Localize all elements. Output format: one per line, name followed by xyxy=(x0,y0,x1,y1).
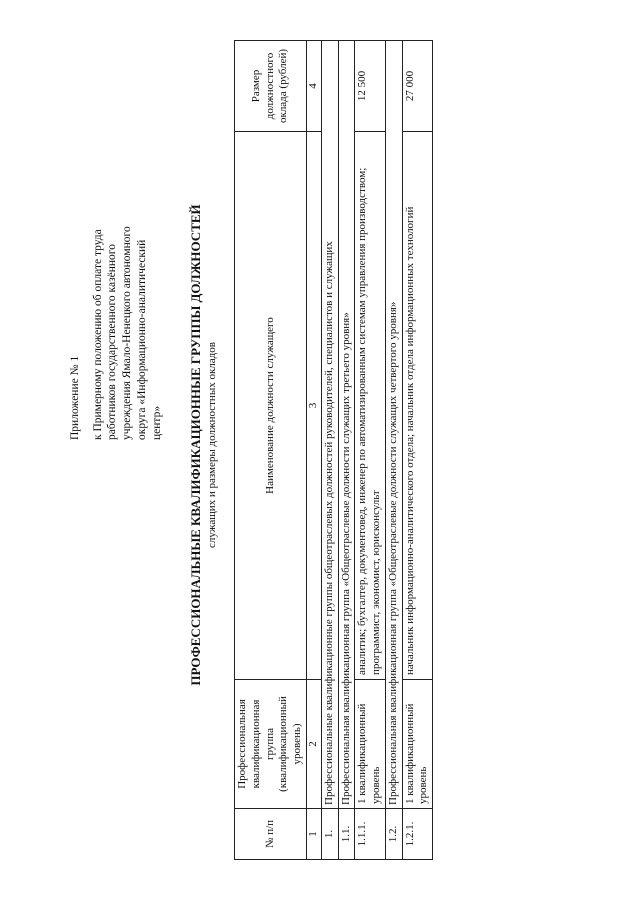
annex-line: учреждения Ямало-Ненецкого автономного xyxy=(121,226,134,440)
column-index: 4 xyxy=(306,41,321,132)
row-num: 1. xyxy=(321,809,338,860)
salary-value: 12 500 xyxy=(355,41,386,132)
annex-line: к Примерному положению об оплате труда xyxy=(91,229,104,440)
table-row xyxy=(402,41,433,860)
column-index: 3 xyxy=(306,132,321,680)
document-title: ПРОФЕССИОНАЛЬНЫЕ КВАЛИФИКАЦИОННЫЕ ГРУППЫ ДОЛЖНОСТЕЙ xyxy=(188,204,203,686)
column-index-row xyxy=(306,41,321,860)
row-num: 1.2. xyxy=(385,809,402,860)
header-position: Наименование должности служащего xyxy=(235,132,307,680)
group-heading: Профессиональная квалификационная группа «Общеотраслевые должности служащих четвертого уровня» xyxy=(385,41,402,809)
annex-line: центр» xyxy=(150,405,163,440)
column-index: 2 xyxy=(306,680,321,809)
document-subtitle: служащих и размеры должностных окладов xyxy=(206,342,218,548)
table-row xyxy=(355,41,386,860)
qualification-level: 1 квалификационный уровень xyxy=(402,680,433,809)
annex-note xyxy=(68,40,164,440)
group-heading: Профессиональная квалификационная группа «Общеотраслевые должности служащих третьего уровня» xyxy=(338,41,355,809)
header-group: Профессиональная квалификационная группа (квалификационный уровень) xyxy=(235,680,307,809)
salary-value: 27 000 xyxy=(402,41,433,132)
position-names: начальник информационно-аналитического отдела; начальник отдела информационных технологий xyxy=(402,132,433,680)
salary-table xyxy=(234,40,433,860)
annex-title: Приложение № 1 xyxy=(69,355,81,440)
column-index: 1 xyxy=(306,809,321,860)
row-num: 1.1. xyxy=(338,809,355,860)
row-num: 1.1.1. xyxy=(355,809,386,860)
position-names: аналитик; бухгалтер, документовед, инженер по автоматизированным системам управления производством; программист, экономист, юрисконсульт xyxy=(355,132,386,680)
group-heading: Профессиональные квалификационные группы общеотраслевых должностей руководителей, специалистов и служащих xyxy=(321,41,338,809)
table-row xyxy=(385,41,402,860)
header-salary: Размер должностного оклада (рублей) xyxy=(235,41,307,132)
table-header-row xyxy=(235,41,307,860)
row-num: 1.2.1. xyxy=(402,809,433,860)
table-row xyxy=(338,41,355,860)
table-row xyxy=(321,41,338,860)
header-num: № п/п xyxy=(235,809,307,860)
annex-line: округа «Информационно-аналитический xyxy=(135,239,148,440)
qualification-level: 1 квалификационный уровень xyxy=(355,680,386,809)
annex-line: работников государственного казённого xyxy=(106,244,119,440)
